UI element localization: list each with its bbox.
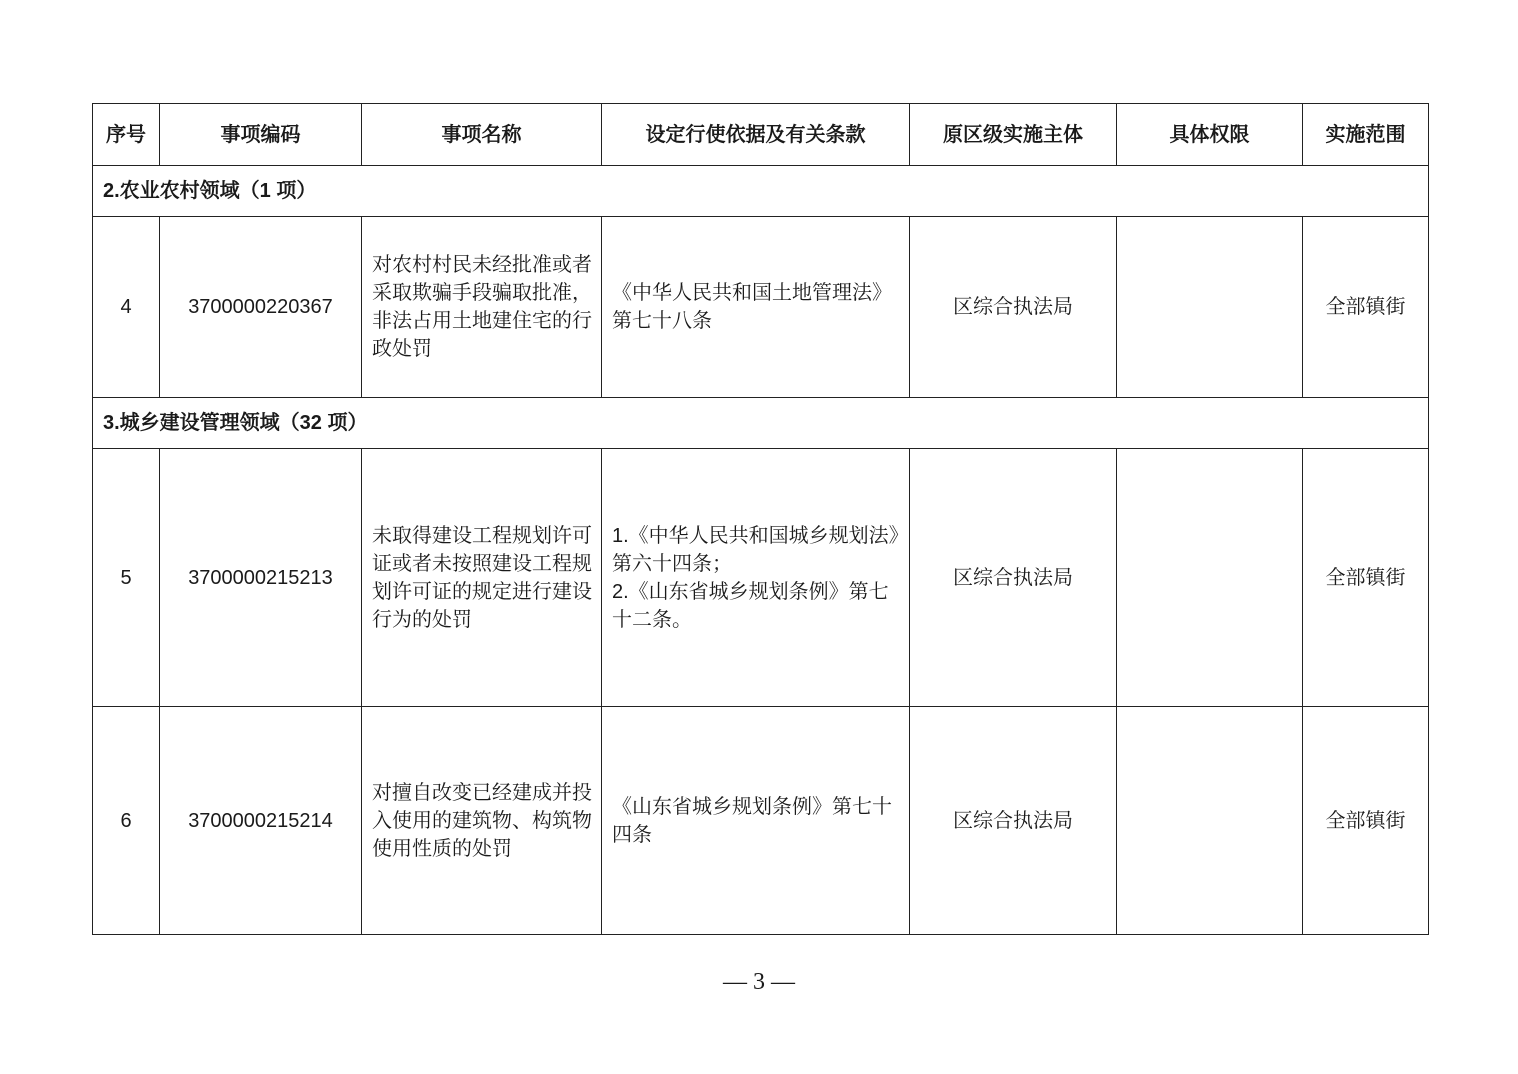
cell-scope: 全部镇街 xyxy=(1303,449,1429,707)
header-seq: 序号 xyxy=(93,104,160,166)
cell-authority xyxy=(1117,449,1303,707)
cell-code: 3700000215214 xyxy=(160,707,362,935)
section-title: 2.农业农村领域（1 项） xyxy=(93,166,1429,217)
header-authority: 具体权限 xyxy=(1117,104,1303,166)
cell-seq: 5 xyxy=(93,449,160,707)
header-subject: 原区级实施主体 xyxy=(910,104,1117,166)
basis-line: 2.《山东省城乡规划条例》第七十二条。 xyxy=(612,580,889,631)
cell-seq: 4 xyxy=(93,217,160,398)
authority-list-table xyxy=(92,103,1429,935)
table-row xyxy=(93,707,1429,935)
basis-line: 《中华人民共和国土地管理法》第七十八条 xyxy=(612,282,892,332)
header-basis: 设定行使依据及有关条款 xyxy=(602,104,910,166)
cell-basis xyxy=(602,449,910,707)
cell-name: 对擅自改变已经建成并投入使用的建筑物、构筑物使用性质的处罚 xyxy=(362,707,602,935)
cell-subject: 区综合执法局 xyxy=(910,449,1117,707)
cell-basis xyxy=(602,707,910,935)
section-row xyxy=(93,166,1429,217)
cell-scope: 全部镇街 xyxy=(1303,707,1429,935)
cell-name: 未取得建设工程规划许可证或者未按照建设工程规划许可证的规定进行建设行为的处罚 xyxy=(362,449,602,707)
cell-subject: 区综合执法局 xyxy=(910,217,1117,398)
table-row xyxy=(93,449,1429,707)
cell-name: 对农村村民未经批准或者采取欺骗手段骗取批准，非法占用土地建住宅的行政处罚 xyxy=(362,217,602,398)
cell-authority xyxy=(1117,707,1303,935)
cell-basis xyxy=(602,217,910,398)
cell-code: 3700000220367 xyxy=(160,217,362,398)
cell-code: 3700000215213 xyxy=(160,449,362,707)
cell-subject: 区综合执法局 xyxy=(910,707,1117,935)
cell-authority xyxy=(1117,217,1303,398)
cell-scope: 全部镇街 xyxy=(1303,217,1429,398)
cell-seq: 6 xyxy=(93,707,160,935)
page-number: — 3 — xyxy=(723,969,795,995)
section-title: 3.城乡建设管理领域（32 项） xyxy=(93,398,1429,449)
header-row xyxy=(93,104,1429,166)
basis-line: 《山东省城乡规划条例》第七十四条 xyxy=(612,795,892,846)
basis-line: 1.《中华人民共和国城乡规划法》第六十四条； xyxy=(612,524,899,575)
section-row xyxy=(93,398,1429,449)
table-row xyxy=(93,217,1429,398)
header-name: 事项名称 xyxy=(362,104,602,166)
header-code: 事项编码 xyxy=(160,104,362,166)
header-scope: 实施范围 xyxy=(1303,104,1429,166)
